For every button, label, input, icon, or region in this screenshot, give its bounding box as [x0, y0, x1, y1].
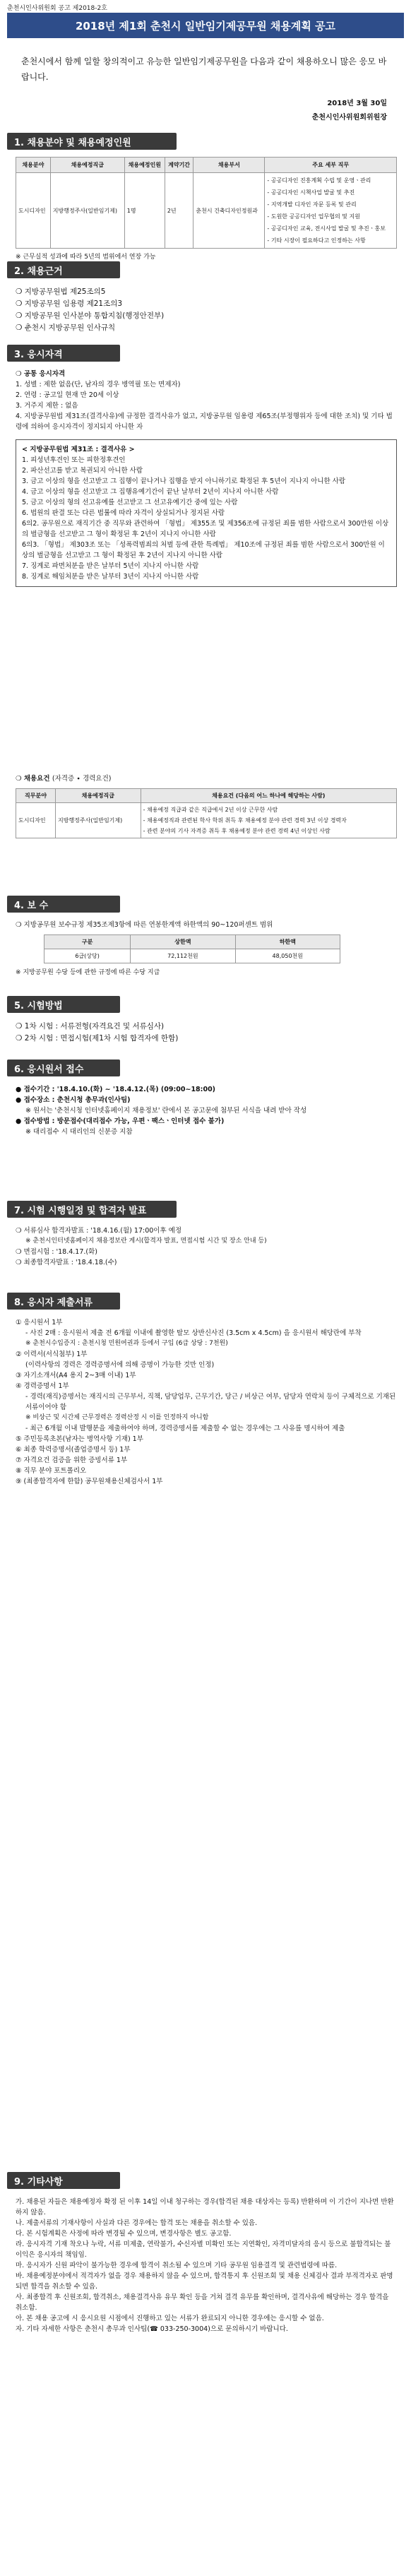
- table-header: 채용분야: [16, 158, 51, 173]
- list-item: ※ 대리접수 시 대리인의 신분증 지참: [25, 1128, 133, 1136]
- recruitment-table-block: [16, 157, 397, 263]
- list-item: 3. 금고 이상의 형을 선고받고 그 집행이 끝나거나 집행을 받지 아니하기로 확정된 후 5년이 지나지 아니한 사람: [22, 477, 346, 485]
- list-item: ❍ 서류심사 합격자발표 : '18.4.16.(월) 17:00이후 예정: [16, 1227, 182, 1235]
- list-item: ❍ 지방공무원 인사분야 통합지침(행정안전부): [16, 311, 165, 320]
- list-item: 6의2. 공무원으로 재직기간 중 직무와 관련하여 「형법」 제355조 및 제356조에 규정된 죄를 범한 사람으로서 300만원 이상의 벌금형을 선고받고 그 형이 확정된 후 2년이 지나지 아니한 사람: [22, 520, 389, 538]
- list-item: ※ 춘천시인터넷홈페이지 채용정보란 게시(합격자 발표, 면접시험 시간 및 장소 안내 등): [25, 1237, 267, 1245]
- extension-note: ※ 근무실적 성과에 따라 5년의 범위에서 연장 가능: [16, 254, 156, 261]
- list-item: 1. 피성년후견인 또는 피한정후견인: [22, 456, 126, 464]
- section-heading-1: 1. 채용분야 및 채용예정인원: [7, 133, 177, 150]
- section-heading-8: 8. 응시자 제출서류: [7, 1293, 120, 1310]
- list-item: ④ 경력증명서 1부: [16, 1382, 69, 1390]
- table-header: 채용요건 (다음의 어느 하나에 해당하는 사람): [141, 789, 396, 803]
- other-notes-block: [16, 2197, 397, 2334]
- section-heading-3: 3. 응시자격: [7, 345, 120, 362]
- list-item: 1. 성별 : 제한 없음(단, 남자의 경우 병역필 또는 면제자): [16, 381, 181, 388]
- allowance-note: ※ 지방공무원 수당 등에 관한 규정에 따른 수당 지급: [16, 969, 160, 976]
- basis-list: [16, 286, 397, 334]
- list-item: ❍ 2차 시험 : 면접시험(제1차 시험 합격자에 한함): [16, 1034, 179, 1043]
- section-heading-5: 5. 시험방법: [7, 996, 120, 1013]
- salary-table: [44, 934, 340, 963]
- list-item: ❍ 지방공무원 임용령 제21조의3: [16, 299, 123, 308]
- table-header: 채용예정직급: [56, 789, 141, 803]
- table-header: 채용예정직급: [50, 158, 124, 173]
- list-item: ● 접수장소 : 춘천시청 총무과(인사팀): [16, 1096, 131, 1104]
- application-block: [16, 1084, 397, 1137]
- list-item: ⑦ 자격요건 검증을 위한 증빙서류 1부: [16, 1456, 128, 1464]
- box-title: < 지방공무원법 제31조 : 결격사유 >: [22, 446, 135, 453]
- table-header: 채용부서: [193, 158, 265, 173]
- list-item: 7. 징계로 파면처분을 받은 날부터 5년이 지나지 아니한 사람: [22, 562, 199, 570]
- table-cell: 도시디자인: [16, 803, 56, 838]
- section-heading-9: 9. 기타사항: [7, 2172, 120, 2189]
- section-heading-2: 2. 채용근거: [7, 261, 120, 278]
- list-item: ⑧ 직무 분야 포트폴리오: [16, 1467, 87, 1475]
- table-cell: 72,112천원: [131, 949, 235, 963]
- exam-method-list: [16, 1021, 397, 1045]
- list-item: ● 접수방법 : 방문접수(대리접수 가능, 우편ㆍ팩스ㆍ인터넷 접수 불가): [16, 1117, 225, 1125]
- table-cell: 춘천시 건축디자인정원과: [193, 173, 265, 249]
- list-item: 2. 연령 : 공고일 현재 만 20세 이상: [16, 391, 119, 399]
- table-header: 채용예정인원: [124, 158, 165, 173]
- list-item: 아. 본 채용 공고에 시 응시요원 시점에서 진행하고 있는 서류가 완료되지 아니한 경우에는 응시할 수 없음.: [16, 2315, 324, 2322]
- salary-block: [16, 920, 397, 978]
- recruitment-table: [16, 157, 397, 249]
- list-item: 마. 응시자가 신원 파악이 불가능한 경우에 합격이 취소될 수 있으며 기타 공무원 임용결격 및 관련법령에 따름.: [16, 2262, 338, 2269]
- list-item: - 경력(재직)증명서는 재직시의 근무부서, 직책, 담당업무, 근무기간, 당근 / 비상근 여부, 담당자 연락처 등이 구체적으로 기재된 서류이어야 함: [25, 1393, 396, 1411]
- list-item: 라. 응시자격 기재 착오나 누락, 서류 미제출, 연락불가, 수신자별 미확인 또는 지연확인, 자격미달자의 응시 등으로 불합격되는 불이익은 응시자의 책임임.: [16, 2240, 391, 2259]
- list-item: ※ 원서는 '춘천시청 인터넷홈페이지 채용정보' 란에서 본 공고문에 첨부된 서식을 내려 받아 작성: [25, 1107, 307, 1115]
- requirements-block: [16, 773, 397, 838]
- list-item: ❍ 면접시험 : '18.4.17.(화): [16, 1248, 97, 1256]
- table-header: 직무분야: [16, 789, 56, 803]
- table-cell: 지방행정주사(일반임기제): [50, 173, 124, 249]
- table-cell: - 채용예정 직급과 같은 직급에서 2년 이상 근무한 사람 - 채용예정직과 관련된 학사 학위 취득 후 채용예정 분야 관련 경력 3년 이상 경력자 - 관련 분야의 기사 자격증 취득 후 채용예정 분야 관련 경력 4년 이상인 사람: [141, 803, 396, 838]
- table-header: 주요 세부 직무: [265, 158, 397, 173]
- list-item: 6. 법원의 판결 또는 다른 법률에 따라 자격이 상실되거나 정지된 사람: [22, 509, 225, 517]
- section-heading-6: 6. 응시원서 접수: [7, 1060, 120, 1076]
- table-cell: 도시디자인: [16, 173, 51, 249]
- list-item: 사. 최종합격 후 신원조회, 합격취소, 채용결격사유 유무 확인 등을 거쳐 결격 유무를 확인하며, 결격사유에 해당하는 경우 합격을 취소함.: [16, 2293, 389, 2312]
- list-item: 가. 채용된 자들은 채용예정자 확정 된 이후 14일 이내 청구하는 경우(합격된 채용 대상자는 등록) 반환하며 이 기간이 지나면 반환하지 않음.: [16, 2198, 394, 2216]
- table-header: 구분: [44, 935, 131, 949]
- announcement-number: 춘천시인사위원회 공고 제2018-2호: [7, 5, 107, 12]
- list-item: - 최근 6개월 이내 발행분을 제출하여야 하며, 경력증명서를 제출할 수 없는 경우에는 그 사유를 명시하여 제출: [25, 1425, 345, 1432]
- list-item: ② 이력서(서식첨부) 1부: [16, 1351, 88, 1358]
- list-item: 나. 제출서류의 기재사항이 사실과 다른 경우에는 합격 또는 채용을 취소할 수 있음.: [16, 2219, 258, 2227]
- list-item: ⑤ 주민등록초본(남자는 병역사항 기재) 1부: [16, 1435, 143, 1443]
- table-cell: 48,050천원: [235, 949, 340, 963]
- page-title: 2018년 제1회 춘천시 일반임기제공무원 채용계획 공고: [7, 13, 404, 38]
- intro-text: 춘천시에서 함께 일할 창의적이고 유능한 일반임기제공무원을 다음과 같이 채용하오니 많은 응모 바랍니다.: [21, 57, 387, 82]
- list-item: - 사진 2매 : 응시원서 제출 전 6개월 이내에 촬영한 탈모 상반신사진 (3.5cm x 4.5cm) 을 응시원서 해당란에 부착: [25, 1329, 362, 1337]
- list-item: ● 접수기간 : '18.4.10.(화) ~ '18.4.12.(목) (09:00~18:00): [16, 1086, 216, 1093]
- table-header: 상한액: [131, 935, 235, 949]
- list-item: 8. 징계로 해임처분을 받은 날부터 3년이 지나지 아니한 사람: [22, 573, 199, 581]
- table-header: 하한액: [235, 935, 340, 949]
- list-item: 2. 파산선고를 받고 복권되지 아니한 사람: [22, 467, 143, 475]
- list-item: ❍ 최종합격자발표 : '18.4.18.(수): [16, 1259, 117, 1266]
- list-item: (이력사항의 경력은 경력증명서에 의해 증명이 가능한 것만 인정): [25, 1361, 215, 1369]
- list-item: ⑥ 최종 학력증명서(졸업증명서 등) 1부: [16, 1446, 131, 1454]
- section-heading-7: 7. 시험 시행일정 및 합격자 발표: [7, 1201, 177, 1218]
- list-item: ※ 비상근 및 시간제 근무경력은 경력산정 시 이를 인정하지 아니함: [25, 1414, 209, 1421]
- salary-description: ❍ 지방공무원 보수규정 제35조제3항에 따른 연봉한계액 하한액의 90~120퍼센트 범위: [16, 921, 273, 929]
- list-item: 자. 기타 자세한 사항은 춘천시 총무과 인사팀(☎ 033-250-3004)으로 문의하시기 바랍니다.: [16, 2325, 288, 2333]
- table-cell: 1명: [124, 173, 165, 249]
- table-cell: 지방행정주사(일반임기제): [56, 803, 141, 838]
- common-eligibility-title: ❍ 공통 응시자격: [16, 370, 66, 378]
- list-item: 5. 금고 이상의 형의 선고유예를 선고받고 그 선고유예기간 중에 있는 사람: [22, 499, 238, 506]
- table-cell: 6급(상당): [44, 949, 131, 963]
- announcing-org: 춘천시인사위원회위원장: [311, 114, 387, 121]
- list-item: ※ 춘천시수입증지 : 춘천시청 민원여권과 등에서 구입 (6급 상당 : 7천원): [25, 1340, 228, 1347]
- list-item: 4. 금고 이상의 형을 선고받고 그 집행유예기간이 끝난 날부터 2년이 지나지 아니한 사람: [22, 488, 279, 496]
- schedule-block: [16, 1225, 397, 1268]
- table-header: 계약기간: [165, 158, 193, 173]
- list-item: 바. 채용예정분야에서 적격자가 없을 경우 채용하지 않을 수 있으며, 합격통지 후 신원조회 및 채용 신체검사 결과 부적격자로 판명되면 합격을 취소할 수 있음.: [16, 2272, 393, 2291]
- list-item: 다. 본 시험계획은 사정에 따라 변경될 수 있으며, 변경사항은 별도 공고함.: [16, 2230, 232, 2238]
- list-item: ① 응시원서 1부: [16, 1319, 63, 1326]
- eligibility-block: [16, 369, 397, 587]
- list-item: 4. 지방공무원법 제31조(결격사유)에 규정한 결격사유가 없고, 지방공무원 임용령 제65조(부정행위자 등에 대한 조치) 및 기타 법령에 의하여 응시자격이 정지되지 아니한 자: [16, 412, 393, 431]
- section-heading-4: 4. 보 수: [7, 896, 120, 913]
- table-cell: - 공공디자인 진흥계획 수립 및 운영ㆍ관리 - 공공디자인 시책사업 발굴 및 추진 - 지역개발 디자인 자문 등록 및 관리 - 도원한 공공디자인 업무협의 및 지원 - 공공디자인 교육, 전시사업 발굴 및 추진ㆍ홍보 - 기타 시장이 필요하다고 인정하는 사항: [265, 173, 397, 249]
- table-cell: 2년: [165, 173, 193, 249]
- list-item: 6의3. 「형법」 제303조 또는 「성폭력범죄의 처벌 등에 관한 특례법」 제10조에 규정된 죄를 범한 사람으로서 300만원 이상의 벌금형을 선고받고 그 형이 확정된 후 2년이 지나지 아니한 사람: [22, 541, 385, 559]
- list-item: ③ 자기소개서(A4 용지 2~3매 이내) 1부: [16, 1372, 136, 1379]
- requirements-table: [16, 788, 397, 838]
- list-item: ⑨ (최종합격자에 한함) 공무원채용신체검사서 1부: [16, 1478, 163, 1485]
- disqualification-box: [16, 439, 397, 587]
- requirements-title: ❍ 채용요건 (자격증 ∙ 경력요건): [16, 775, 112, 783]
- list-item: 3. 거주지 제한 : 없음: [16, 402, 78, 410]
- announcement-date: 2018년 3월 30일: [327, 100, 387, 107]
- documents-block: [16, 1317, 397, 1487]
- list-item: ❍ 지방공무원법 제25조의5: [16, 287, 106, 296]
- list-item: ❍ 1차 시험 : 서류전형(자격요건 및 서류심사): [16, 1022, 165, 1031]
- list-item: ❍ 춘천시 지방공무원 인사규칙: [16, 324, 116, 332]
